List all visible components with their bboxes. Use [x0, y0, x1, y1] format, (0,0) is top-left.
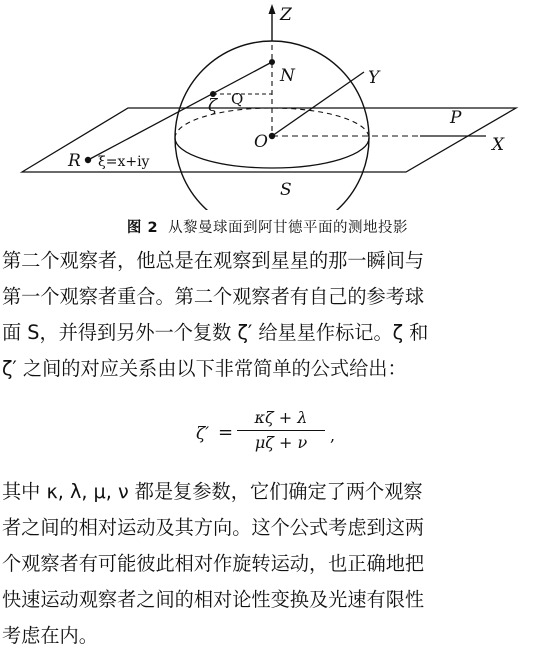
paragraph-line: 个观察者有可能彼此相对作旋转运动，也正确地把 [2, 552, 425, 575]
label-y: Y [368, 68, 380, 88]
formula-equals: = [218, 422, 234, 443]
paragraph-1 [2, 243, 533, 387]
formula-numerator: κζ + λ [254, 408, 308, 427]
label-x: X [492, 135, 505, 155]
z-axis-arrow [269, 4, 276, 14]
caption-text: 从黎曼球面到阿甘德平面的测地投影 [168, 220, 409, 236]
label-n: N [280, 66, 295, 86]
plane-p [22, 108, 516, 172]
label-zeta: ζ [208, 96, 218, 116]
formula-lhs: ζ′ [196, 424, 210, 444]
label-xi-equation: ξ=x+iy [98, 154, 150, 170]
paragraph-line: 第二个观察者，他总是在观察到星星的那一瞬间与 [2, 249, 425, 272]
label-q: Q [231, 90, 244, 108]
label-r: R [68, 151, 81, 171]
riemann-sphere-figure [0, 0, 535, 210]
figure-drawing [0, 0, 535, 210]
label-p: P [450, 108, 462, 128]
paragraph-line: 者之间的相对运动及其方向。这个公式考虑到这两 [2, 516, 425, 539]
paragraph-line: 面 S，并得到另外一个复数 ζ′ 给星星作标记。ζ 和 [2, 321, 429, 344]
figure-caption [0, 216, 535, 237]
mobius-formula [0, 404, 535, 456]
point-o [269, 133, 275, 139]
point-r [85, 157, 91, 163]
label-z: Z [280, 5, 292, 25]
paragraph-2 [2, 474, 533, 654]
equator-front [175, 138, 369, 168]
label-o: O [254, 132, 268, 152]
paragraph-line: 第一个观察者重合。第二个观察者有自己的参考球 [2, 285, 425, 308]
paragraph-line: ζ′ 之间的对应关系由以下非常简单的公式给出： [2, 357, 407, 380]
projection-line [88, 62, 272, 160]
paragraph-line: 快速运动观察者之间的相对论性变换及光速有限性 [2, 588, 425, 611]
paragraph-line: 其中 κ, λ, μ, ν 都是复参数，它们确定了两个观察 [2, 480, 423, 503]
point-n [269, 59, 275, 65]
paragraph-line: 考虑在内。 [2, 624, 98, 647]
fraction-bar [237, 430, 325, 431]
formula-fraction [237, 407, 325, 454]
label-s: S [280, 180, 292, 200]
formula-denominator: μζ + ν [254, 433, 308, 452]
formula-comma: , [330, 426, 336, 445]
caption-number: 图 2 [126, 220, 159, 236]
